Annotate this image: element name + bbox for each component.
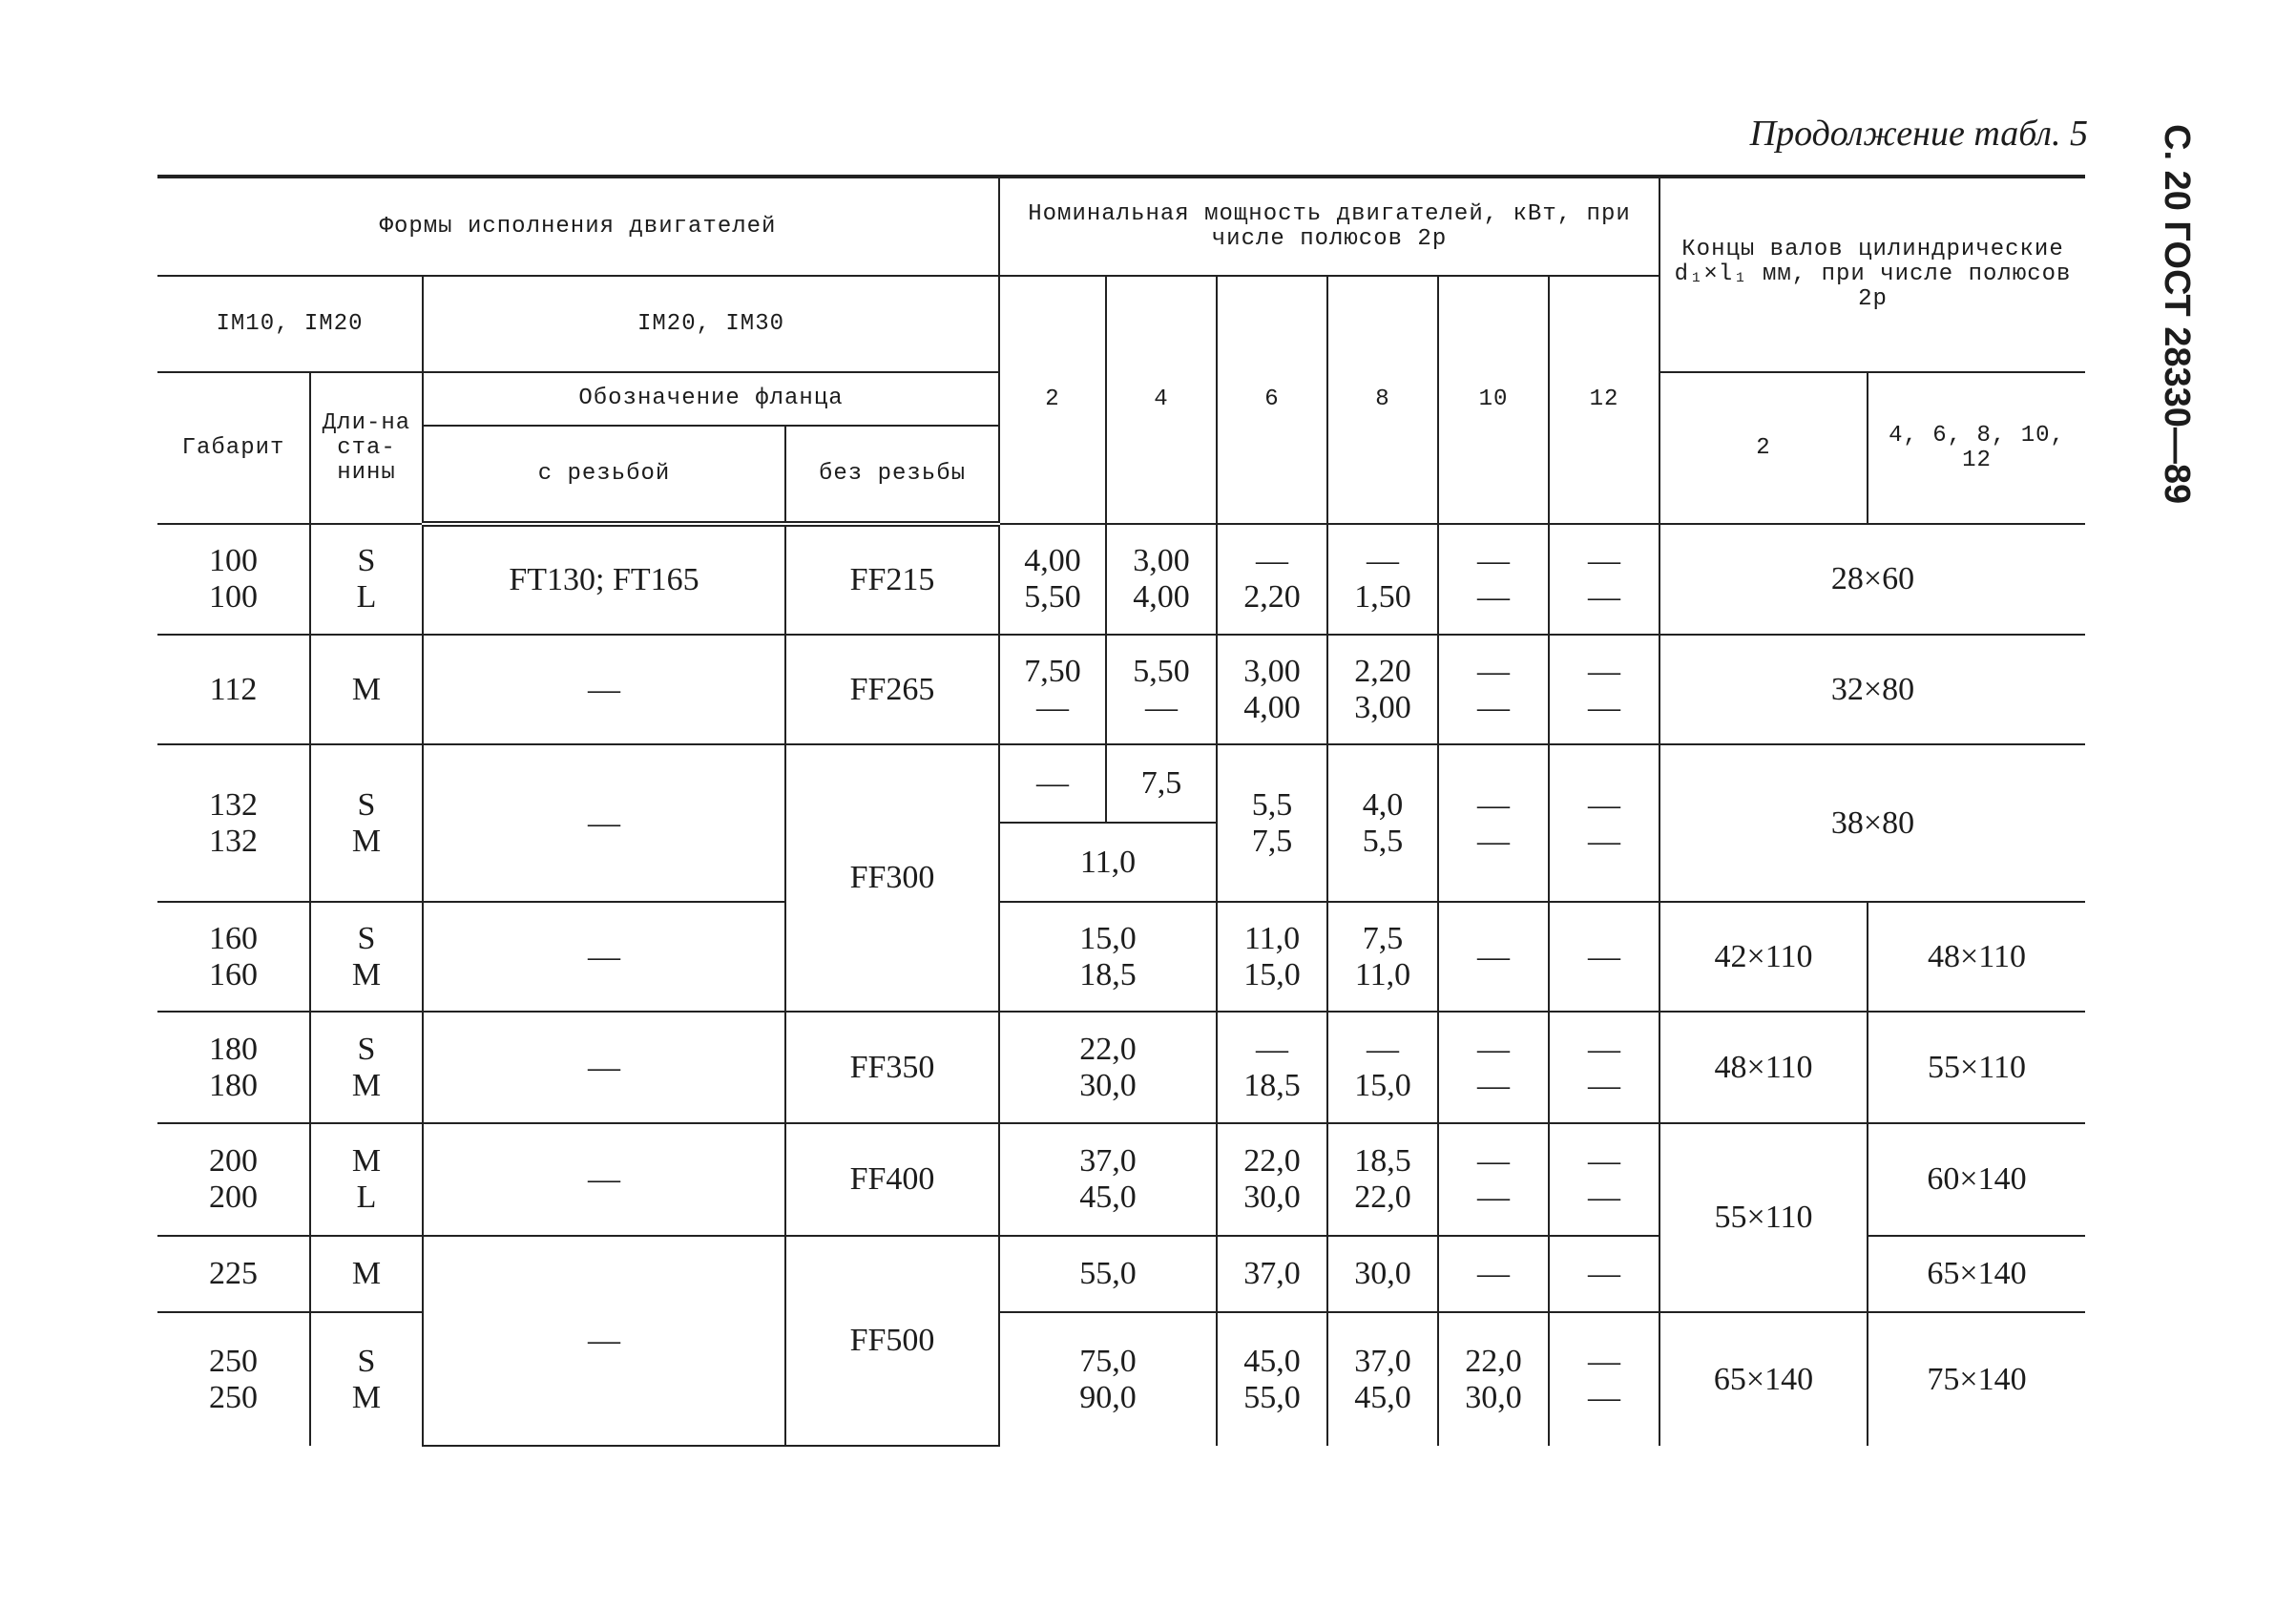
cell-thread-flange: — — [423, 1123, 785, 1236]
cell-gabarit: 250 250 — [157, 1312, 310, 1446]
cell-power-6: 11,0 15,0 — [1217, 902, 1327, 1012]
cell-shaft-4-12: 60×140 — [1868, 1123, 2085, 1236]
cell-power-12: — — — [1549, 1012, 1659, 1123]
cell-power-6: 45,0 55,0 — [1217, 1312, 1327, 1446]
cell-nothread-flange: FF350 — [785, 1012, 999, 1123]
cell-gabarit: 180 180 — [157, 1012, 310, 1123]
cell-nothread-flange: FF215 — [785, 524, 999, 635]
cell-power-12: — — — [1549, 1312, 1659, 1446]
cell-thread-flange: — — [423, 635, 785, 744]
cell-shaft-2: 48×110 — [1659, 1012, 1868, 1123]
cell-power-12: — — — [1549, 744, 1659, 902]
header-nothread: без резьбы — [785, 426, 999, 524]
header-length: Дли-на ста-нины — [310, 372, 423, 524]
cell-power-10: — — [1438, 902, 1549, 1012]
cell-length: S M — [310, 902, 423, 1012]
cell-power-8: 2,20 3,00 — [1327, 635, 1438, 744]
cell-power-2: 7,50 — — [999, 635, 1106, 744]
header-shaft-pole-2: 2 — [1659, 372, 1868, 524]
cell-power-12: — — — [1549, 635, 1659, 744]
cell-power-8: 37,0 45,0 — [1327, 1312, 1438, 1446]
cell-thread-flange: FT130; FT165 — [423, 524, 785, 635]
cell-thread-flange: — — [423, 1236, 785, 1446]
header-power: Номинальная мощность двигателей, кВт, при числе полюсов 2р — [999, 177, 1659, 276]
cell-nothread-flange: FF500 — [785, 1236, 999, 1446]
header-pole-8: 8 — [1327, 276, 1438, 524]
cell-nothread-flange: FF400 — [785, 1123, 999, 1236]
cell-power-6: 3,00 4,00 — [1217, 635, 1327, 744]
page-header-vertical — [2143, 124, 2210, 506]
cell-power-2-4: 75,0 90,0 — [999, 1312, 1217, 1446]
cell-length: S M — [310, 1312, 423, 1446]
cell-power-10: — — — [1438, 1123, 1549, 1236]
cell-power-10: — — — [1438, 524, 1549, 635]
cell-power-8: — 15,0 — [1327, 1012, 1438, 1123]
cell-thread-flange: — — [423, 902, 785, 1012]
cell-gabarit: 225 — [157, 1236, 310, 1312]
header-pole-2: 2 — [999, 276, 1106, 524]
cell-power-10: — — — [1438, 1012, 1549, 1123]
cell-power-6: 22,0 30,0 — [1217, 1123, 1327, 1236]
cell-power-10: — — — [1438, 744, 1549, 902]
header-pole-6: 6 — [1217, 276, 1327, 524]
cell-power-2: 4,00 5,50 — [999, 524, 1106, 635]
cell-power-6: — 2,20 — [1217, 524, 1327, 635]
header-pole-4: 4 — [1106, 276, 1217, 524]
cell-power-10: 22,0 30,0 — [1438, 1312, 1549, 1446]
cell-shaft-2: 65×140 — [1659, 1312, 1868, 1446]
header-shaft-pole-4-12: 4, 6, 8, 10, 12 — [1868, 372, 2085, 524]
cell-power-2-4: 11,0 — [999, 823, 1217, 902]
cell-shaft-2: 55×110 — [1659, 1123, 1868, 1312]
cell-power-12: — — [1549, 1236, 1659, 1312]
cell-power-4: 7,5 — [1106, 744, 1217, 823]
cell-length: S M — [310, 1012, 423, 1123]
cell-thread-flange: — — [423, 1012, 785, 1123]
cell-power-12: — — [1549, 902, 1659, 1012]
standard-designation: С. 20 ГОСТ 28330—89 — [2157, 124, 2197, 505]
cell-length: M L — [310, 1123, 423, 1236]
cell-gabarit: 132 132 — [157, 744, 310, 902]
header-im1020: IM10, IM20 — [157, 276, 423, 372]
header-im2030: IM20, IM30 — [423, 276, 999, 372]
cell-shaft-4-12: 75×140 — [1868, 1312, 2085, 1446]
cell-power-8: 18,5 22,0 — [1327, 1123, 1438, 1236]
specification-table — [157, 175, 2085, 1447]
cell-length: S M — [310, 744, 423, 902]
cell-power-4: 5,50 — — [1106, 635, 1217, 744]
header-flange: Обозначение фланца — [423, 372, 999, 426]
cell-power-6: 37,0 — [1217, 1236, 1327, 1312]
cell-shaft-2: 42×110 — [1659, 902, 1868, 1012]
cell-thread-flange: — — [423, 744, 785, 902]
header-shafts: Концы валов цилиндрические d₁×l₁ мм, при числе полюсов 2р — [1659, 177, 2085, 372]
cell-shaft: 32×80 — [1659, 635, 2085, 744]
cell-length: M — [310, 1236, 423, 1312]
cell-power-8: — 1,50 — [1327, 524, 1438, 635]
header-thread: с резьбой — [423, 426, 785, 524]
cell-power-6: 5,5 7,5 — [1217, 744, 1327, 902]
cell-shaft: 28×60 — [1659, 524, 2085, 635]
cell-gabarit: 200 200 — [157, 1123, 310, 1236]
cell-power-8: 7,5 11,0 — [1327, 902, 1438, 1012]
cell-power-6: — 18,5 — [1217, 1012, 1327, 1123]
cell-shaft: 38×80 — [1659, 744, 2085, 902]
header-gabarit: Габарит — [157, 372, 310, 524]
cell-gabarit: 160 160 — [157, 902, 310, 1012]
cell-gabarit: 100 100 — [157, 524, 310, 635]
cell-gabarit: 112 — [157, 635, 310, 744]
cell-power-10: — — [1438, 1236, 1549, 1312]
cell-power-2-4: 22,0 30,0 — [999, 1012, 1217, 1123]
cell-power-2-4: 55,0 — [999, 1236, 1217, 1312]
cell-length: M — [310, 635, 423, 744]
header-pole-12: 12 — [1549, 276, 1659, 524]
cell-power-10: — — — [1438, 635, 1549, 744]
cell-power-12: — — — [1549, 524, 1659, 635]
cell-power-2: — — [999, 744, 1106, 823]
cell-power-8: 4,0 5,5 — [1327, 744, 1438, 902]
cell-shaft-4-12: 65×140 — [1868, 1236, 2085, 1312]
cell-length: S L — [310, 524, 423, 635]
header-pole-10: 10 — [1438, 276, 1549, 524]
cell-shaft-4-12: 55×110 — [1868, 1012, 2085, 1123]
cell-power-2-4: 15,0 18,5 — [999, 902, 1217, 1012]
table-caption: Продолжение табл. 5 — [1749, 114, 2088, 154]
cell-power-8: 30,0 — [1327, 1236, 1438, 1312]
cell-power-12: — — — [1549, 1123, 1659, 1236]
cell-nothread-flange: FF265 — [785, 635, 999, 744]
cell-power-2-4: 37,0 45,0 — [999, 1123, 1217, 1236]
cell-nothread-flange: FF300 — [785, 744, 999, 1012]
cell-power-4: 3,00 4,00 — [1106, 524, 1217, 635]
header-forms: Формы исполнения двигателей — [157, 177, 999, 276]
cell-shaft-4-12: 48×110 — [1868, 902, 2085, 1012]
